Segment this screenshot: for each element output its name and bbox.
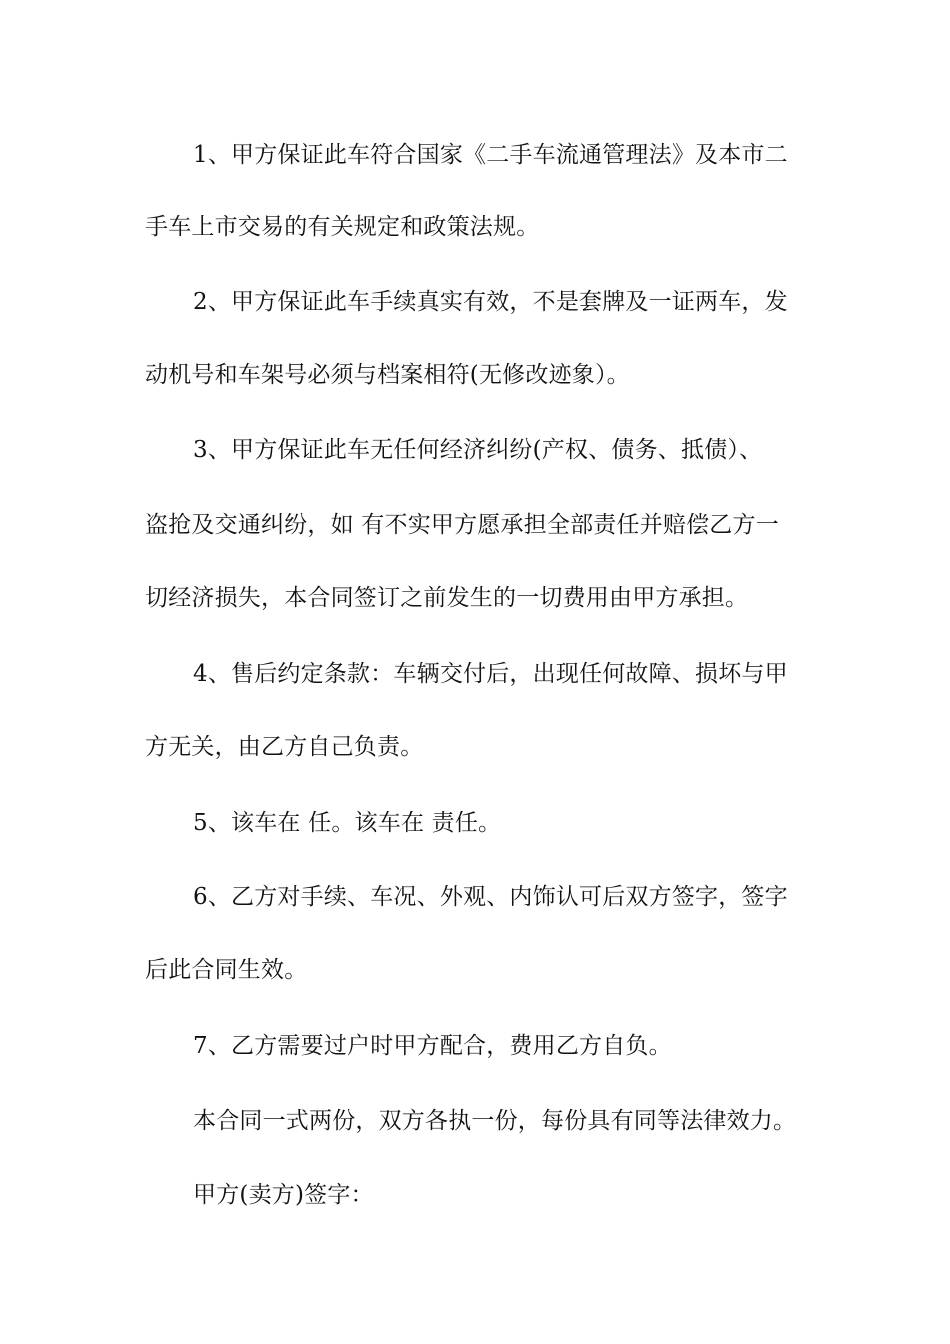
clause-3-line-3: 切经济损失，本合同签订之前发生的一切费用由甲方承担。 (145, 585, 749, 611)
party-a-signature-label: 甲方(卖方)签字： (193, 1182, 374, 1208)
clause-5-line-1: 5、该车在 任。该车在 责任。 (193, 810, 502, 836)
copies-statement: 本合同一式两份，双方各执一份，每份具有同等法律效力。 (193, 1108, 797, 1134)
clause-3-line-1: 3、甲方保证此车无任何经济纠纷(产权、债务、抵债）、 (193, 437, 763, 463)
clause-2-line-1: 2、甲方保证此车手续真实有效，不是套牌及一证两车，发 (193, 289, 788, 315)
clause-6-line-1: 6、乙方对手续、车况、外观、内饰认可后双方签字，签字 (193, 884, 788, 910)
clause-4-line-2: 方无关，由乙方自己负责。 (145, 734, 424, 760)
clause-7-line-1: 7、乙方需要过户时甲方配合，费用乙方自负。 (193, 1033, 672, 1059)
clause-6-line-2: 后此合同生效。 (145, 957, 308, 983)
clause-3-line-2: 盗抢及交通纠纷，如 有不实甲方愿承担全部责任并赔偿乙方一 (145, 512, 779, 538)
clause-1-line-2: 手车上市交易的有关规定和政策法规。 (145, 214, 540, 240)
clause-4-line-1: 4、售后约定条款：车辆交付后，出现任何故障、损坏与甲 (193, 661, 788, 687)
clause-2-line-2: 动机号和车架号必须与档案相符(无修改迹象）。 (145, 362, 630, 388)
clause-1-line-1: 1、甲方保证此车符合国家《二手车流通管理法》及本市二 (193, 142, 788, 168)
